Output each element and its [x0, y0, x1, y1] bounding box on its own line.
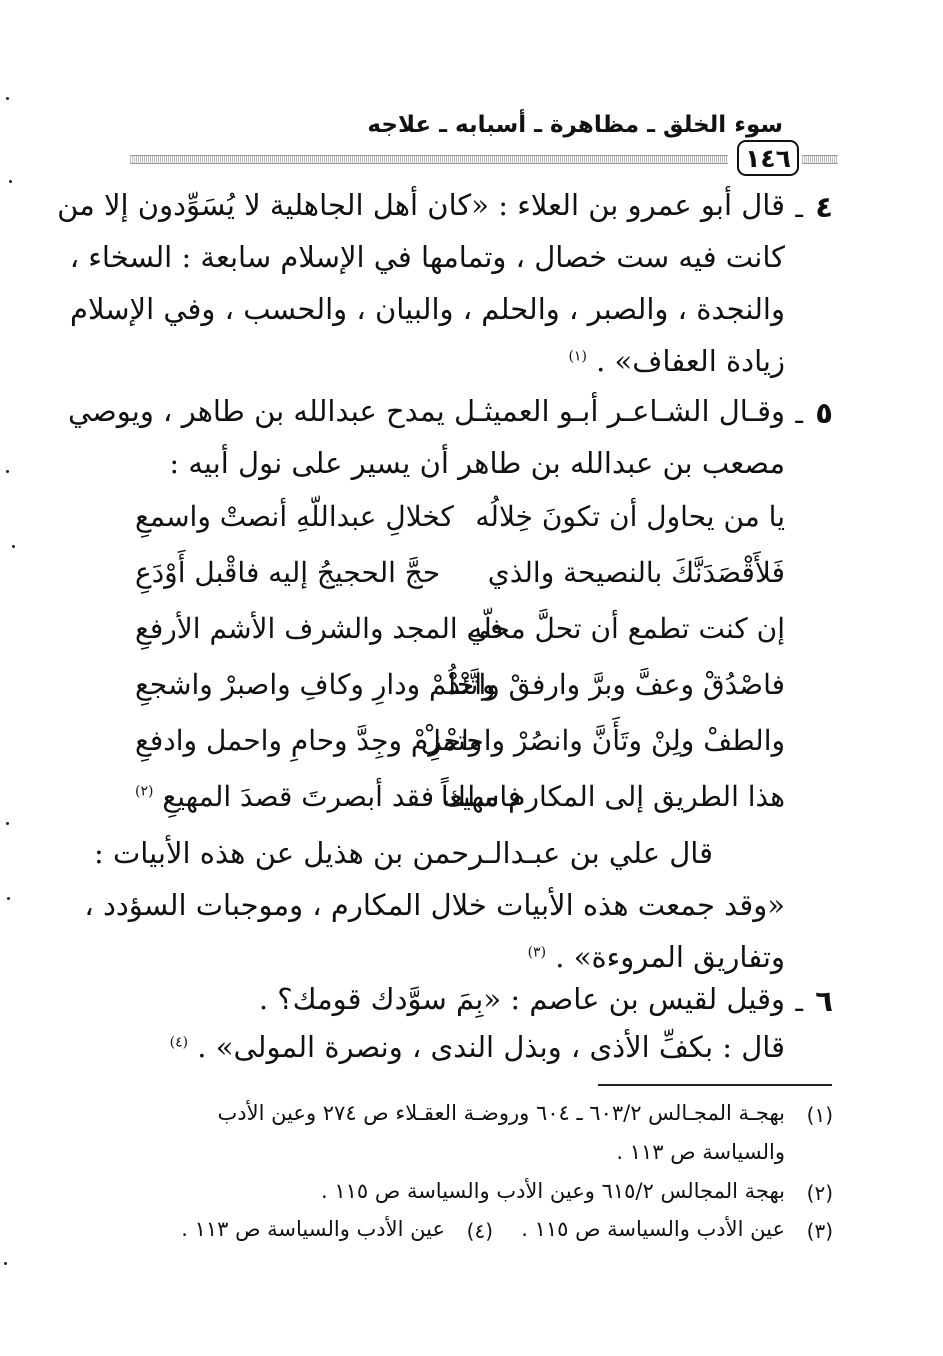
- footnote-number: (٣): [806, 1219, 833, 1243]
- header-rule: [130, 155, 728, 164]
- verse-first-hemistich: هذا الطريق إلى المكارم مهيعاً: [440, 780, 785, 813]
- verse-first-hemistich: فاصْدُقْ وعفَّ وبرَّ وارفقْ واتَّئدْ: [447, 668, 785, 701]
- paragraph-line: قال علي بن عبـدالـرحمن بن هذيل عن هذه الأبيات :: [94, 836, 713, 870]
- paragraph-line: وقيل لقيس بن عاصم : «بِمَ سوَّدك قومك؟ .: [258, 982, 785, 1016]
- verse-second-hemistich: في المجد والشرف الأشم الأرفعِ: [135, 612, 504, 645]
- item-number: ٤: [815, 190, 833, 224]
- footnote-separator: [598, 1084, 832, 1086]
- page-number: ١٤٦: [737, 140, 799, 176]
- footnote-ref: (٣): [527, 944, 547, 961]
- item-number: ٦: [815, 984, 833, 1018]
- paragraph-line: زيادة العفاف» . $^{(١)}$: [568, 344, 785, 378]
- paragraph-line: قال أبو عمرو بن العلاء : «كان أهل الجاهلية لا يُسَوِّدون إلا من: [57, 188, 785, 222]
- item-number: ٥: [815, 396, 833, 430]
- verse-second-hemistich: كخلالِ عبداللّهِ أنصتْ واسمعِ: [135, 500, 454, 533]
- item-dash: ـ: [795, 400, 803, 430]
- footnote-number: (٤): [466, 1219, 493, 1243]
- verse-second-hemistich: حجَّ الحجيجُ إليه فاقْبل أَوْدَعِ: [135, 556, 441, 589]
- scan-speck: [6, 822, 9, 825]
- paragraph-line: وقـال الشـاعـر أبـو العميثـل يمدح عبدالله بن طاهر ، ويوصي: [67, 394, 785, 428]
- verse-first-hemistich: والطفْ ولِنْ وتَأَنَّ وانصُرْ واحتملْ: [420, 724, 785, 757]
- footnote-number: (١): [806, 1103, 833, 1127]
- scan-speck: [9, 180, 12, 183]
- scan-speck: [12, 545, 15, 548]
- verse-first-hemistich: إن كنت تطمع أن تحلَّ محلّه: [468, 612, 785, 645]
- scan-speck: [6, 97, 9, 100]
- footnote-text: بهجة المجالس ٦١٥/٢ وعين الأدب والسياسة ص ١١٥ .: [321, 1179, 785, 1203]
- scan-speck: [4, 1262, 7, 1265]
- footnote-text: والسياسة ص ١١٣ .: [616, 1140, 785, 1164]
- header-rule: [802, 155, 838, 164]
- footnote-text: عين الأدب والسياسة ص ١١٥ .: [521, 1217, 785, 1241]
- verse-second-hemistich: فاسلك فقد أبصرتَ قصدَ المهيعِ $^{(٢)}$: [135, 780, 522, 813]
- footnote-ref: (١): [568, 348, 587, 365]
- footnote-ref: (٤): [169, 1034, 189, 1051]
- verse-second-hemistich: واحْزِمْ وجِدَّ وحامِ واحمل وادفعِ: [135, 724, 483, 757]
- item-dash: ـ: [795, 988, 803, 1018]
- running-header-title: سوء الخلق ـ مظاهرة ـ أسبابه ـ علاجه: [367, 112, 783, 138]
- verse-first-hemistich: يا من يحاول أن تكونَ خِلالُه: [475, 500, 785, 533]
- footnote-text: عين الأدب والسياسة ص ١١٣ .: [181, 1217, 445, 1241]
- item-dash: ـ: [795, 194, 803, 224]
- paragraph-line: وتفاريق المروءة» . $^{(٣)}$: [527, 940, 785, 974]
- footnote-number: (٢): [806, 1181, 833, 1205]
- footnote-ref: (٢): [135, 783, 154, 800]
- verse-second-hemistich: واحْلُمْ ودارِ وكافِ واصبرْ واشجعِ: [135, 668, 496, 701]
- paragraph-line: «وقد جمعت هذه الأبيات خلال المكارم ، وموجبات السؤدد ،: [84, 888, 785, 922]
- paragraph-line: قال : بكفِّ الأذى ، وبذل الندى ، ونصرة المولى» . $^{(٤)}$: [169, 1030, 785, 1064]
- paragraph-line: مصعب بن عبدالله بن طاهر أن يسير على نول أبيه :: [169, 446, 785, 480]
- paragraph-line: كانت فيه ست خصال ، وتمامها في الإسلام سابعة : السخاء ،: [69, 240, 785, 274]
- paragraph-line: والنجدة ، والصبر ، والحلم ، والبيان ، والحسب ، وفي الإسلام: [70, 292, 785, 326]
- footnote-text: بهجـة المجـالس ٦٠٣/٢ ـ ٦٠٤ وروضـة العقـلاء ص ٢٧٤ وعين الأدب: [217, 1101, 785, 1125]
- verse-first-hemistich: فَلأَقْصَدَنَّكَ بالنصيحة والذي: [487, 556, 785, 589]
- scan-speck: [7, 897, 10, 900]
- scan-speck: [6, 470, 9, 473]
